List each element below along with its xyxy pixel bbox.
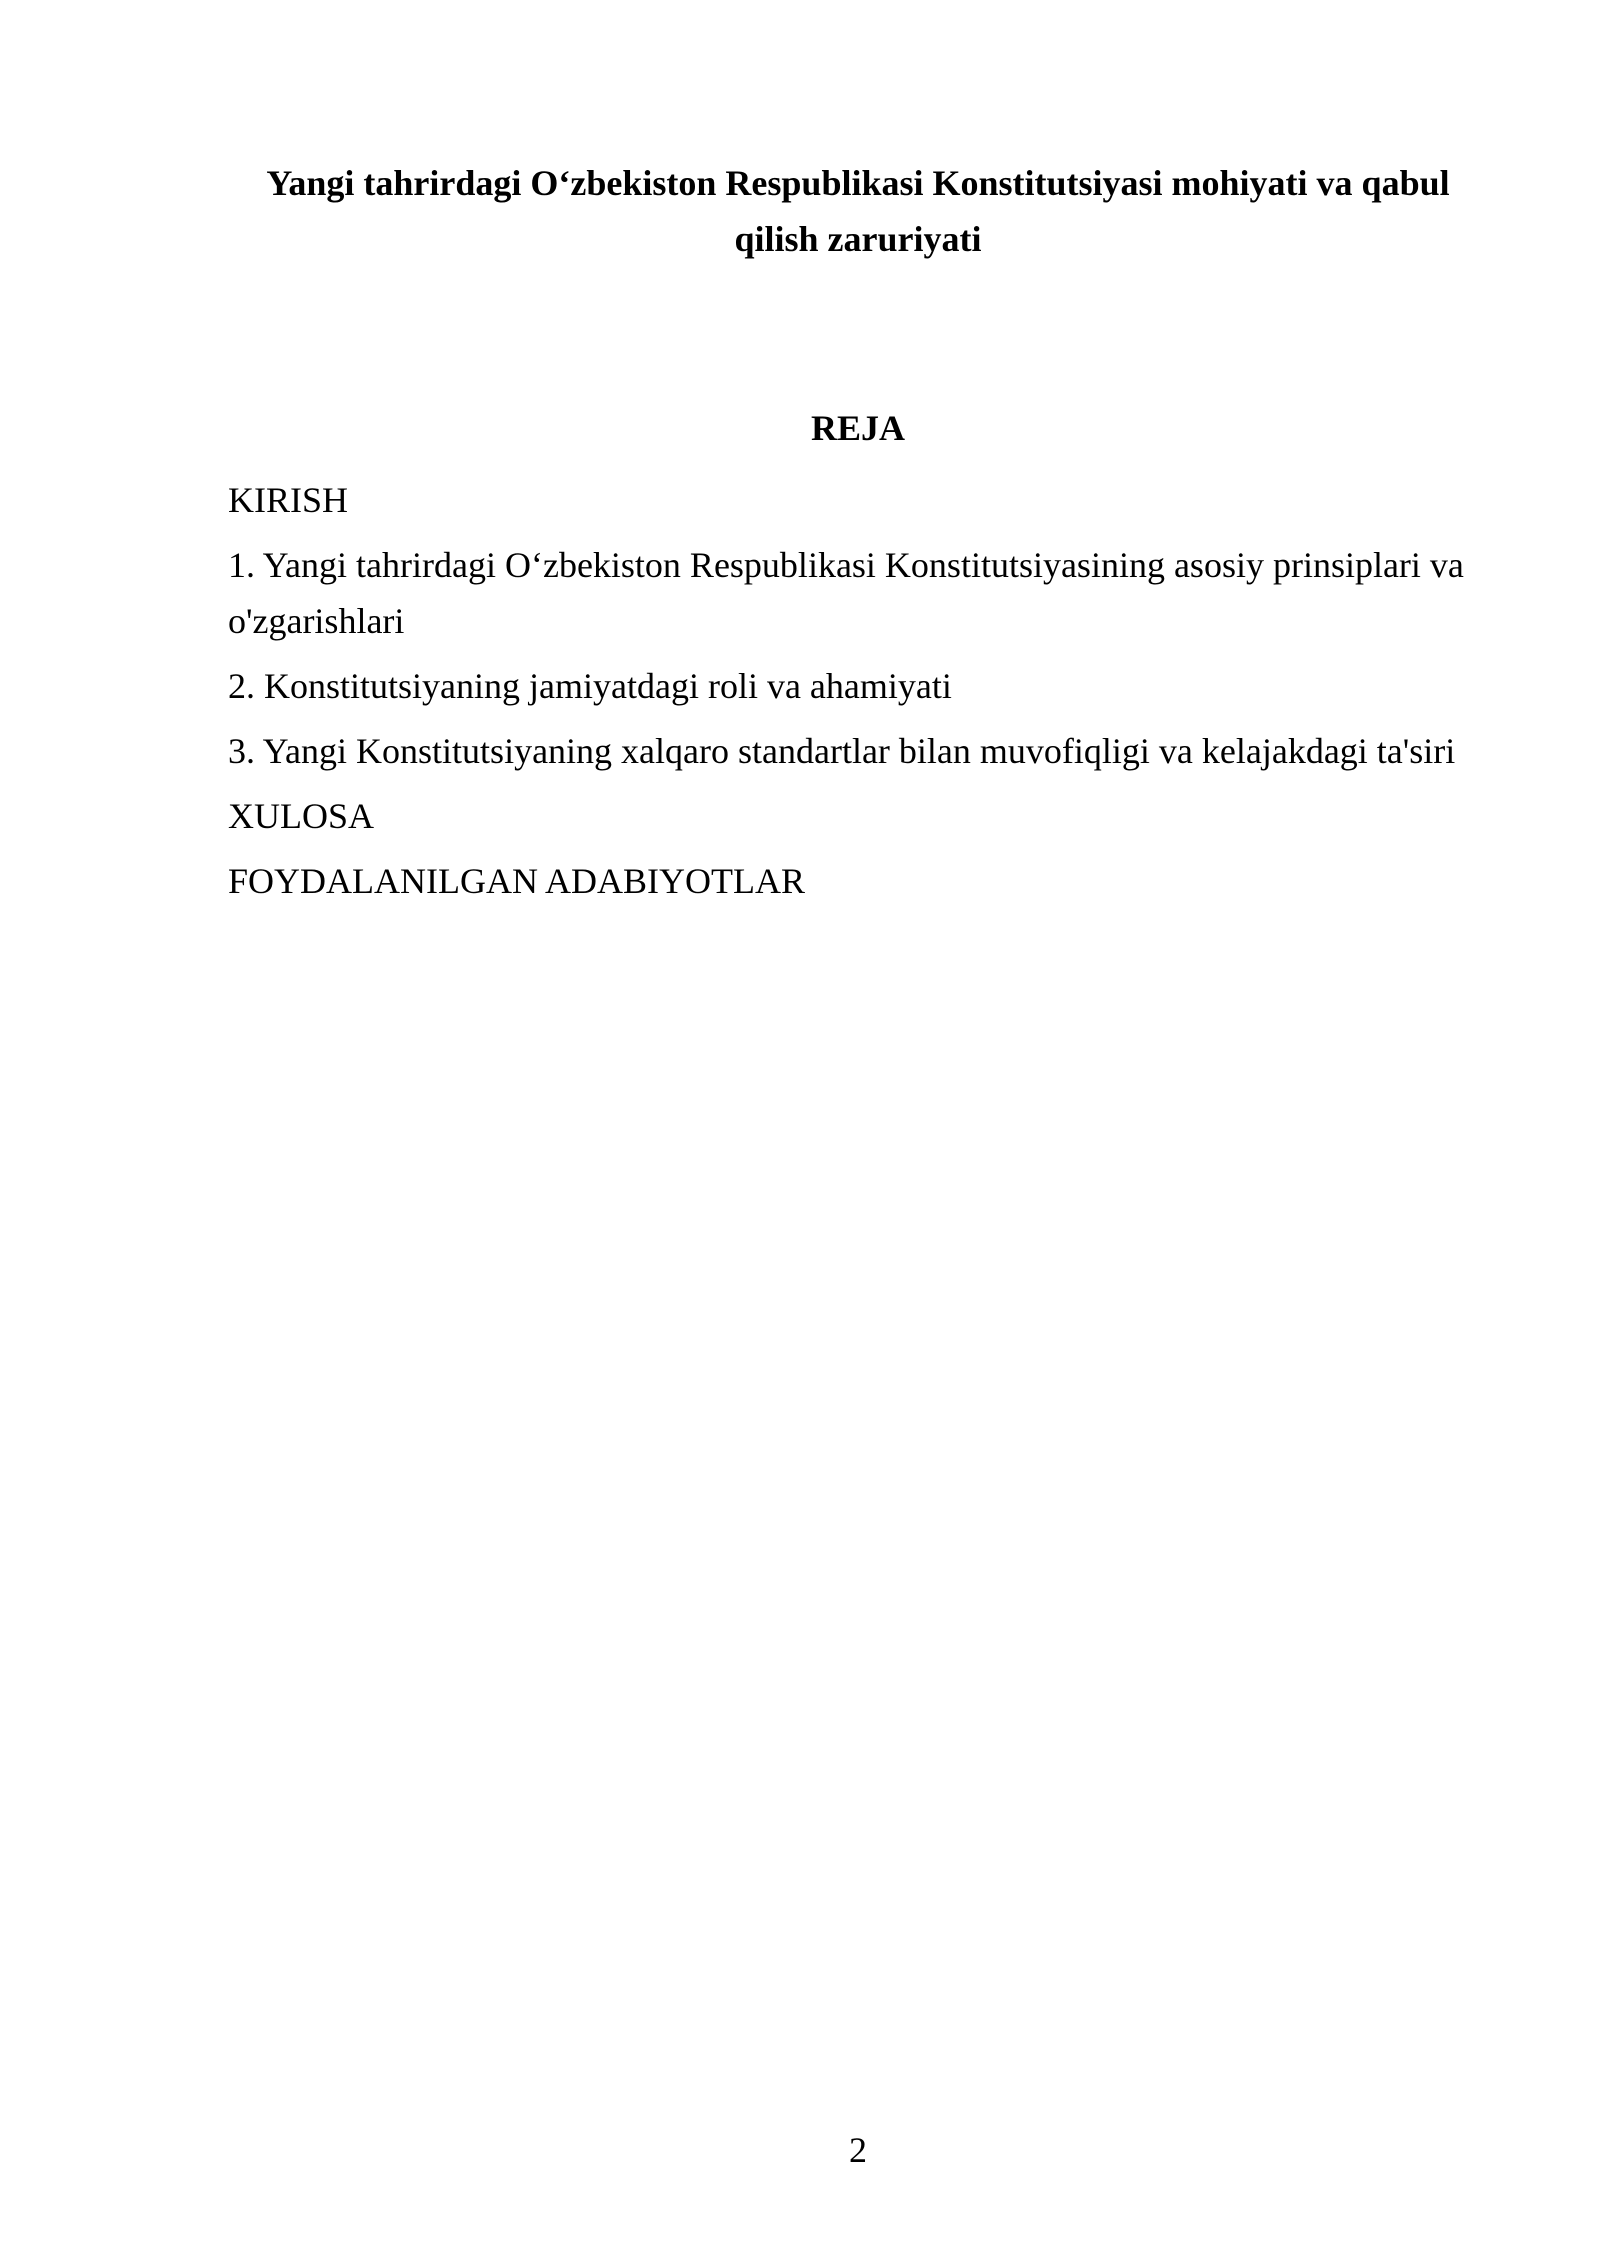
plan-item-references: FOYDALANILGAN ADABIYOTLAR bbox=[228, 861, 805, 901]
plan-list bbox=[228, 472, 1488, 918]
plan-item-conclusion: XULOSA bbox=[228, 796, 375, 836]
plan-item-2: 2. Konstitutsiyaning jamiyatdagi roli va ahamiyati bbox=[228, 666, 952, 706]
document-title: Yangi tahrirdagi O‘zbekiston Respublikasi Konstitutsiyasi mohiyati va qabul qilish zaruriyati bbox=[266, 163, 1450, 259]
plan-item-3: 3. Yangi Konstitutsiyaning xalqaro standartlar bilan muvofiqligi va kelajakdagi ta'siri bbox=[228, 731, 1456, 771]
plan-item-1: 1. Yangi tahrirdagi O‘zbekiston Respublikasi Konstitutsiyasining asosiy prinsiplari va o'zgarishlari bbox=[228, 545, 1464, 641]
plan-heading: REJA bbox=[810, 408, 905, 448]
page-number: 2 bbox=[849, 2130, 867, 2170]
plan-item-introduction: KIRISH bbox=[228, 480, 349, 520]
